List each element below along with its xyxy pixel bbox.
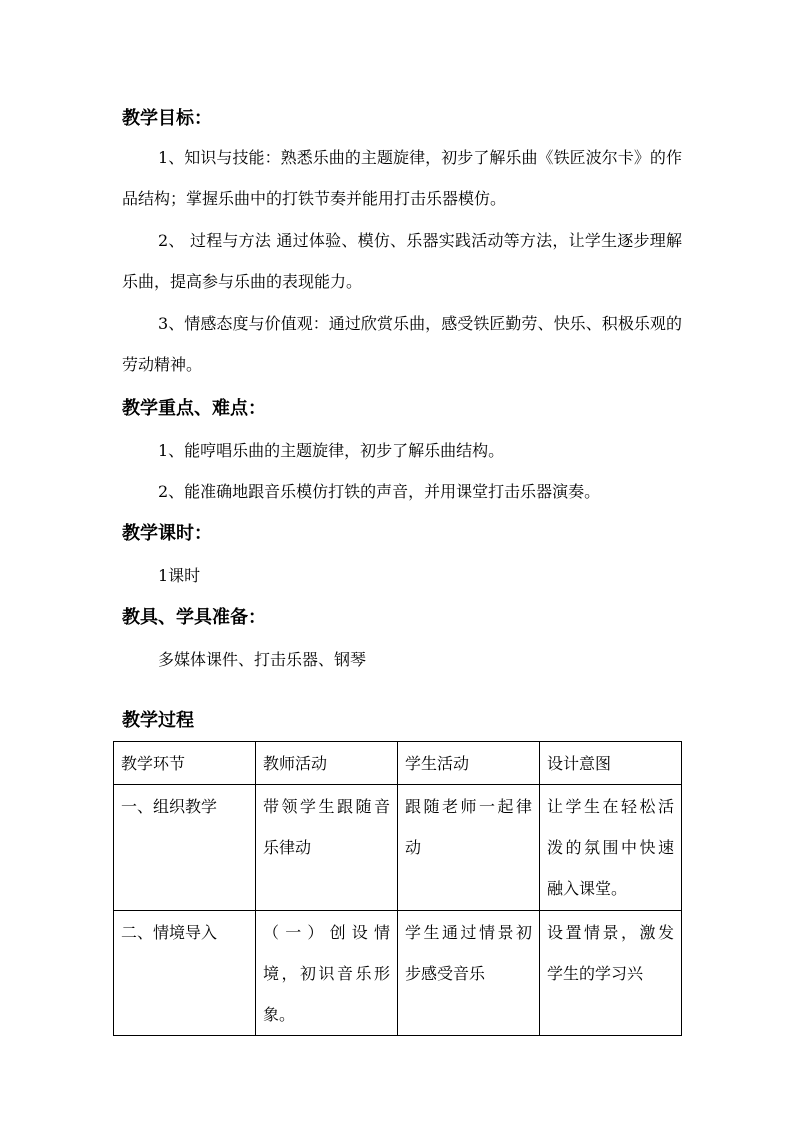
objective-item-1: 1、知识与技能：熟悉乐曲的主题旋律，初步了解乐曲《铁匠波尔卡》的作品结构；掌握乐曲中的打铁节奏并能用打击乐器模仿。 xyxy=(122,148,682,208)
column-header-intent: 设计意图 xyxy=(540,742,682,785)
objective-item-3: 3、情感态度与价值观：通过欣赏乐曲，感受铁匠勤劳、快乐、积极乐观的劳动精神。 xyxy=(122,314,682,374)
table-header-row xyxy=(114,742,682,785)
column-header-student: 学生活动 xyxy=(398,742,540,785)
cell-teacher: （一）创设情境，初识音乐形象。 xyxy=(256,911,398,1036)
column-header-teacher: 教师活动 xyxy=(256,742,398,785)
objectives-heading: 教学目标： xyxy=(122,108,212,129)
materials-value: 多媒体课件、打击乐器、钢琴 xyxy=(158,650,367,669)
class-hours-heading: 教学课时： xyxy=(122,523,212,544)
cell-student: 学生通过情景初步感受音乐 xyxy=(398,911,540,1036)
column-header-stage: 教学环节 xyxy=(114,742,256,785)
objective-item-2: 2、 过程与方法 通过体验、模仿、乐器实践活动等方法，让学生逐步理解乐曲，提高参与乐曲的表现能力。 xyxy=(122,231,682,291)
cell-intent: 让学生在轻松活泼的氛围中快速融入课堂。 xyxy=(540,785,682,911)
cell-teacher: 带领学生跟随音乐律动 xyxy=(256,785,398,911)
key-point-item-1: 1、能哼唱乐曲的主题旋律，初步了解乐曲结构。 xyxy=(158,441,505,460)
cell-stage: 二、情境导入 xyxy=(114,911,256,1036)
table-row xyxy=(114,911,682,1036)
process-table xyxy=(113,741,682,1036)
materials-heading: 教具、学具准备： xyxy=(122,607,266,628)
table-row xyxy=(114,785,682,911)
key-points-heading: 教学重点、难点： xyxy=(122,398,266,419)
cell-stage: 一、组织教学 xyxy=(114,785,256,911)
cell-student: 跟随老师一起律动 xyxy=(398,785,540,911)
cell-intent: 设置情景，激发学生的学习兴 xyxy=(540,911,682,1036)
class-hours-value: 1课时 xyxy=(158,566,201,585)
key-point-item-2: 2、能准确地跟音乐模仿打铁的声音，并用课堂打击乐器演奏。 xyxy=(158,482,601,501)
process-heading: 教学过程 xyxy=(122,710,194,731)
